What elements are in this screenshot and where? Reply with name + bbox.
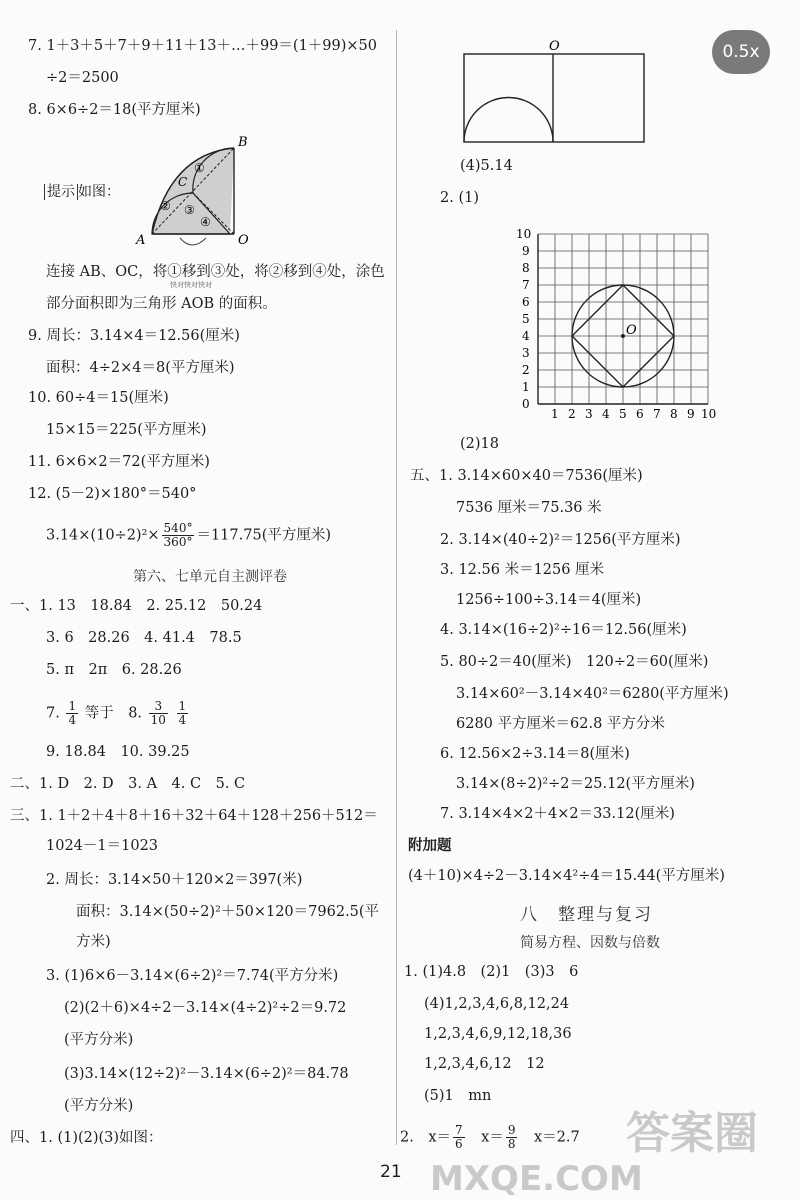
s5-6-line1: 6. 12.56×2÷3.14＝8(厘米) (440, 746, 630, 762)
s1-7-frac1-den: 4 (68, 713, 77, 727)
grid-y-tick: 10 (516, 227, 532, 241)
s5-2: 2. 3.14×(40÷2)²＝1256(平方厘米) (440, 532, 681, 548)
grid-chart (510, 224, 730, 424)
q8-small-arc (180, 238, 206, 245)
grid-x-tick: 6 (636, 407, 644, 421)
s3-3-line2: (2)(2＋6)×4÷2－3.14×(4÷2)²÷2＝9.72 (64, 1000, 347, 1016)
e2-mid: x＝ (481, 1129, 504, 1146)
q10-line2: 15×15＝225(平方厘米) (46, 422, 207, 438)
e1-line4: 1,2,3,4,6,12 12 (424, 1056, 545, 1072)
e2-post: x＝2.7 (533, 1129, 580, 1146)
s5-1-line1: 五、1. 3.14×60×40＝7536(厘米) (410, 468, 643, 484)
e2-frac2-num: 9 (507, 1123, 516, 1137)
s5-3-line1: 3. 12.56 米＝1256 厘米 (440, 562, 605, 578)
grid-y-tick: 6 (522, 295, 530, 309)
grid-y-tick: 4 (522, 329, 530, 343)
watermark-bottom: MXQE.COM (430, 1159, 643, 1196)
s1-7-mid: 等于 8. (84, 705, 143, 722)
s3-1-line2: 1024－1＝1023 (46, 838, 159, 854)
grid-y-tick: 2 (522, 363, 530, 377)
s1-line5: 9. 18.84 10. 39.25 (46, 744, 190, 760)
grid-x-tick: 5 (619, 407, 627, 421)
grid-center-label: O (626, 323, 637, 338)
s5-3-line2: 1256÷100÷3.14＝4(厘米) (456, 592, 642, 608)
grid-x-tick: 3 (585, 407, 593, 421)
q12-line1: 12. (5－2)×180°＝540° (28, 486, 197, 502)
s1-line3: 5. π 2π 6. 28.26 (46, 662, 182, 678)
s1-8-frac2 (149, 700, 168, 727)
q10-line1: 10. 60÷4＝15(厘米) (28, 390, 169, 406)
q8-label-b: B (238, 135, 248, 150)
q12-frac-den: 360° (163, 535, 193, 549)
fig1-semicircle (464, 98, 553, 143)
e2-pre: 2. x＝ (400, 1129, 452, 1146)
e2-frac2-den: 8 (507, 1137, 516, 1151)
s2-line: 二、1. D 2. D 3. A 4. C 5. C (10, 776, 246, 792)
q12-frac-num: 540° (163, 521, 193, 535)
s3-3-line1: 3. (1)6×6－3.14×(6÷2)²＝7.74(平方分米) (46, 968, 339, 984)
fig1-label-o: O (549, 39, 560, 54)
s5-5-line2: 3.14×60²－3.14×40²＝6280(平方厘米) (456, 686, 729, 702)
s5-5-line3: 6280 平方厘米＝62.8 平方分米 (456, 716, 665, 732)
grid-x-tick: 7 (653, 407, 661, 421)
q2-1: 2. (1) (440, 190, 479, 206)
e1-line2: (4)1,2,3,4,6,8,12,24 (424, 996, 570, 1012)
column-divider (396, 30, 397, 1145)
fig1-rect-semicircle (455, 38, 655, 148)
s4-line1: 四、1. (1)(2)(3)如图： (10, 1130, 163, 1146)
s1-8-frac3 (177, 700, 189, 727)
grid-y-tick: 5 (522, 312, 530, 326)
q9-line1: 9. 周长：3.14×4＝12.56(厘米) (28, 328, 240, 344)
bonus-line: (4＋10)×4÷2－3.14×4²÷4＝15.44(平方厘米) (408, 868, 725, 884)
s1-8-frac3-num: 1 (178, 699, 187, 713)
grid-x-tick: 10 (701, 407, 717, 421)
q7-line1: 7. 1＋3＋5＋7＋9＋11＋13＋…＋99＝(1＋99)×50 (28, 38, 378, 54)
grid-center-dot (621, 334, 625, 338)
q8-label-c2: ② (160, 199, 171, 213)
e2-frac1-den: 6 (455, 1137, 463, 1151)
grid-lines (538, 234, 708, 404)
grid-x-tick: 9 (687, 407, 695, 421)
hint (44, 182, 120, 202)
e1-line3: 1,2,3,4,6,9,12,18,36 (424, 1026, 572, 1042)
s3-3-line4: (3)3.14×(12÷2)²－3.14×(6÷2)²＝84.78 (64, 1066, 349, 1082)
s3-2-line3: 方米) (76, 934, 111, 950)
sub-title: 简易方程、因数与倍数 (520, 935, 660, 951)
s5-5-line1: 5. 80÷2＝40(厘米) 120÷2＝60(厘米) (440, 654, 709, 670)
bonus-title: 附加题 (408, 838, 452, 854)
s1-7-frac1-num: 1 (68, 699, 77, 713)
grid-x-tick: 2 (568, 407, 576, 421)
grid-y-tick: 8 (522, 261, 530, 275)
q8-line2: 连接 AB、OC，将①移到③处，将②移到④处，涂色 (46, 264, 385, 280)
s3-1-line1: 三、1. 1＋2＋4＋8＋16＋32＋64＋128＋256＋512＝ (10, 808, 378, 824)
grid-x-tick: 8 (670, 407, 678, 421)
s1-line2: 3. 6 28.26 4. 41.4 78.5 (46, 630, 242, 646)
q8-label-a: A (136, 233, 146, 248)
hint-text: 如图： (78, 184, 120, 200)
s1-8-frac2-den: 10 (150, 713, 166, 727)
grid-y-tick: 7 (522, 278, 530, 292)
q8-label-c4: ④ (200, 215, 211, 229)
s3-2-line2: 面积：3.14×(50÷2)²＋50×120＝7962.5(平 (76, 904, 380, 920)
hint-label: 提示 (44, 184, 78, 200)
grid-labels (516, 227, 716, 421)
q2-2: (2)18 (460, 436, 499, 452)
q12-line2-post: ＝117.75(平方厘米) (196, 527, 332, 544)
e2-frac1-num: 7 (455, 1123, 463, 1137)
grid-y-tick: 9 (522, 244, 530, 258)
s1-8-frac3-den: 4 (178, 713, 187, 727)
zoom-badge[interactable]: 0.5x (712, 30, 770, 74)
s3-3-line3: (平方分米) (64, 1032, 134, 1048)
overlay-small-text (170, 278, 230, 290)
unit-title: 第六、七单元自主测评卷 (133, 569, 287, 585)
q8-line1: 8. 6×6÷2＝18(平方厘米) (28, 102, 201, 118)
s5-4: 4. 3.14×(16÷2)²÷16＝12.56(厘米) (440, 622, 687, 638)
grid-x-tick: 4 (602, 407, 610, 421)
q12-line2 (46, 522, 331, 549)
watermark-logo (426, 1100, 796, 1196)
s5-6-line2: 3.14×(8÷2)²÷2＝25.12(平方厘米) (456, 776, 695, 792)
grid-y-tick: 3 (522, 346, 530, 360)
s1-7-frac1 (66, 700, 78, 727)
e1-line1: 1. (1)4.8 (2)1 (3)3 6 (404, 964, 579, 980)
grid-x-tick: 1 (551, 407, 559, 421)
q8-label-o: O (238, 233, 249, 248)
q11: 11. 6×6×2＝72(平方厘米) (28, 454, 210, 470)
s1-7-pre: 7. (46, 705, 60, 722)
s1-8-frac2-num: 3 (149, 700, 168, 714)
q12-line2-pre: 3.14×(10÷2)²× (46, 527, 160, 544)
s3-2-line1: 2. 周长：3.14×50＋120×2＝397(米) (46, 872, 303, 888)
q8-line3: 部分面积即为三角形 AOB 的面积。 (46, 296, 277, 312)
q8-label-c: C (178, 175, 188, 189)
grid-y-tick: 1 (522, 380, 530, 394)
s5-1-line2: 7536 厘米＝75.36 米 (456, 500, 602, 516)
q9-line2: 面积：4÷2×4＝8(平方厘米) (46, 360, 235, 376)
q12-fraction (162, 522, 195, 549)
q8-label-c1: ① (194, 161, 205, 175)
r4: (4)5.14 (460, 158, 513, 174)
s5-7: 7. 3.14×4×2＋4×2＝33.12(厘米) (440, 806, 675, 822)
q8-label-c3: ③ (184, 203, 195, 217)
page-number: 21 (380, 1162, 402, 1182)
watermark-top: 答案圈 (626, 1108, 758, 1159)
q8-figure (130, 130, 260, 248)
s3-3-line5: (平方分米) (64, 1098, 134, 1114)
grid-y-tick: 0 (522, 397, 530, 411)
q7-line2: ÷2＝2500 (46, 70, 119, 86)
s1-line1: 一、1. 13 18.84 2. 25.12 50.24 (10, 598, 263, 614)
e1-line5: (5)1 mn (424, 1088, 492, 1104)
fig1-rectangle (464, 54, 644, 142)
s1-line4 (46, 700, 190, 727)
overlay-small-label: 快对快对快对 (170, 281, 212, 289)
section8-title: 八 整理与复习 (520, 905, 653, 925)
